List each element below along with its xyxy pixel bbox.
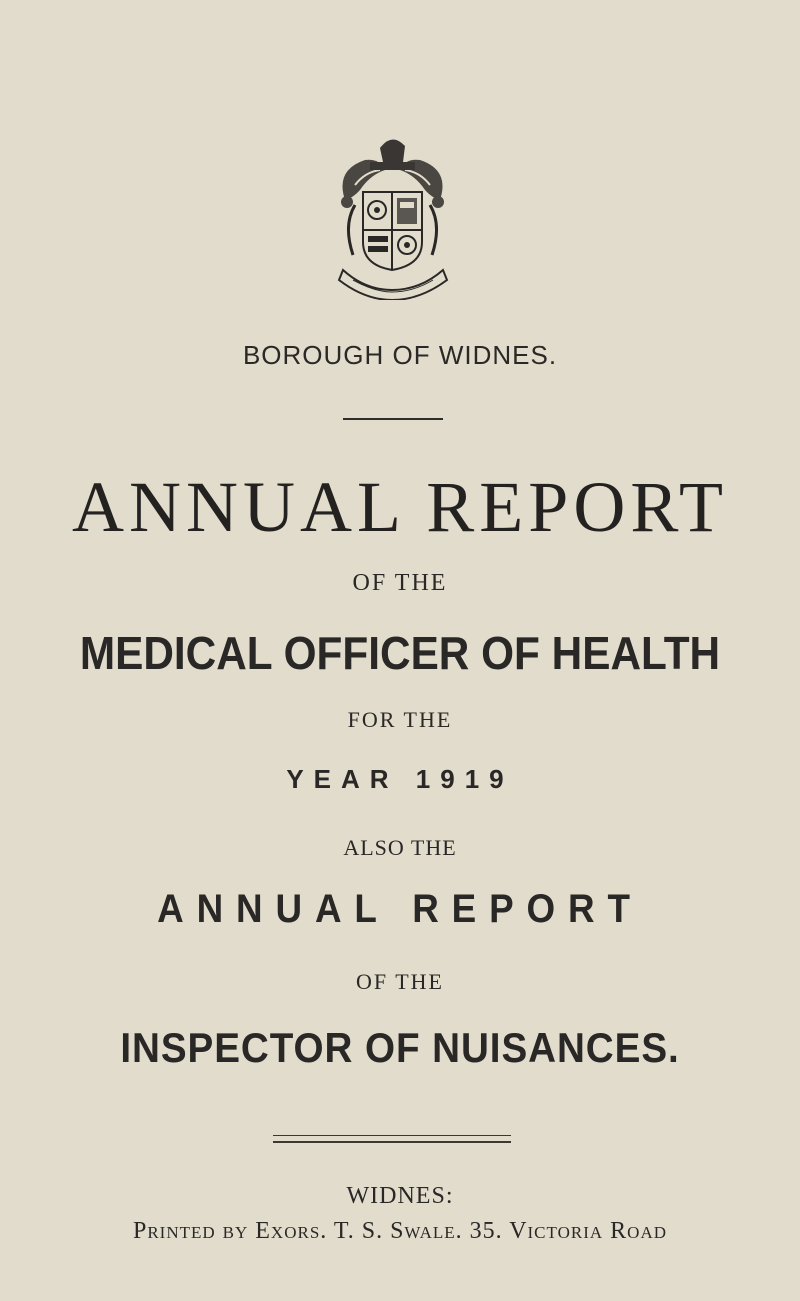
printer-imprint: Printed by Exors. T. S. Swale. 35. Victoria Road (132, 1218, 667, 1244)
report-title: ANNUAL REPORT (71, 467, 728, 547)
of-the-text: OF THE (352, 570, 448, 596)
second-report-title: ANNUAL REPORT (157, 887, 643, 931)
inspector-heading: INSPECTOR OF NUISANCES. (120, 1024, 680, 1071)
for-the-text: FOR THE (347, 707, 453, 732)
place-of-printing: WIDNES: (346, 1183, 454, 1209)
borough-heading: BOROUGH OF WIDNES. (242, 340, 558, 370)
medical-officer-heading: MEDICAL OFFICER OF HEALTH (79, 627, 721, 679)
double-rule-top (273, 1135, 511, 1136)
report-year: YEAR 1919 (286, 764, 514, 794)
borough-crest-icon (325, 130, 460, 300)
also-the-text: ALSO THE (343, 835, 457, 860)
of-the-text-2: OF THE (356, 969, 444, 994)
divider-rule (343, 418, 443, 420)
double-rule-bottom (273, 1141, 511, 1143)
